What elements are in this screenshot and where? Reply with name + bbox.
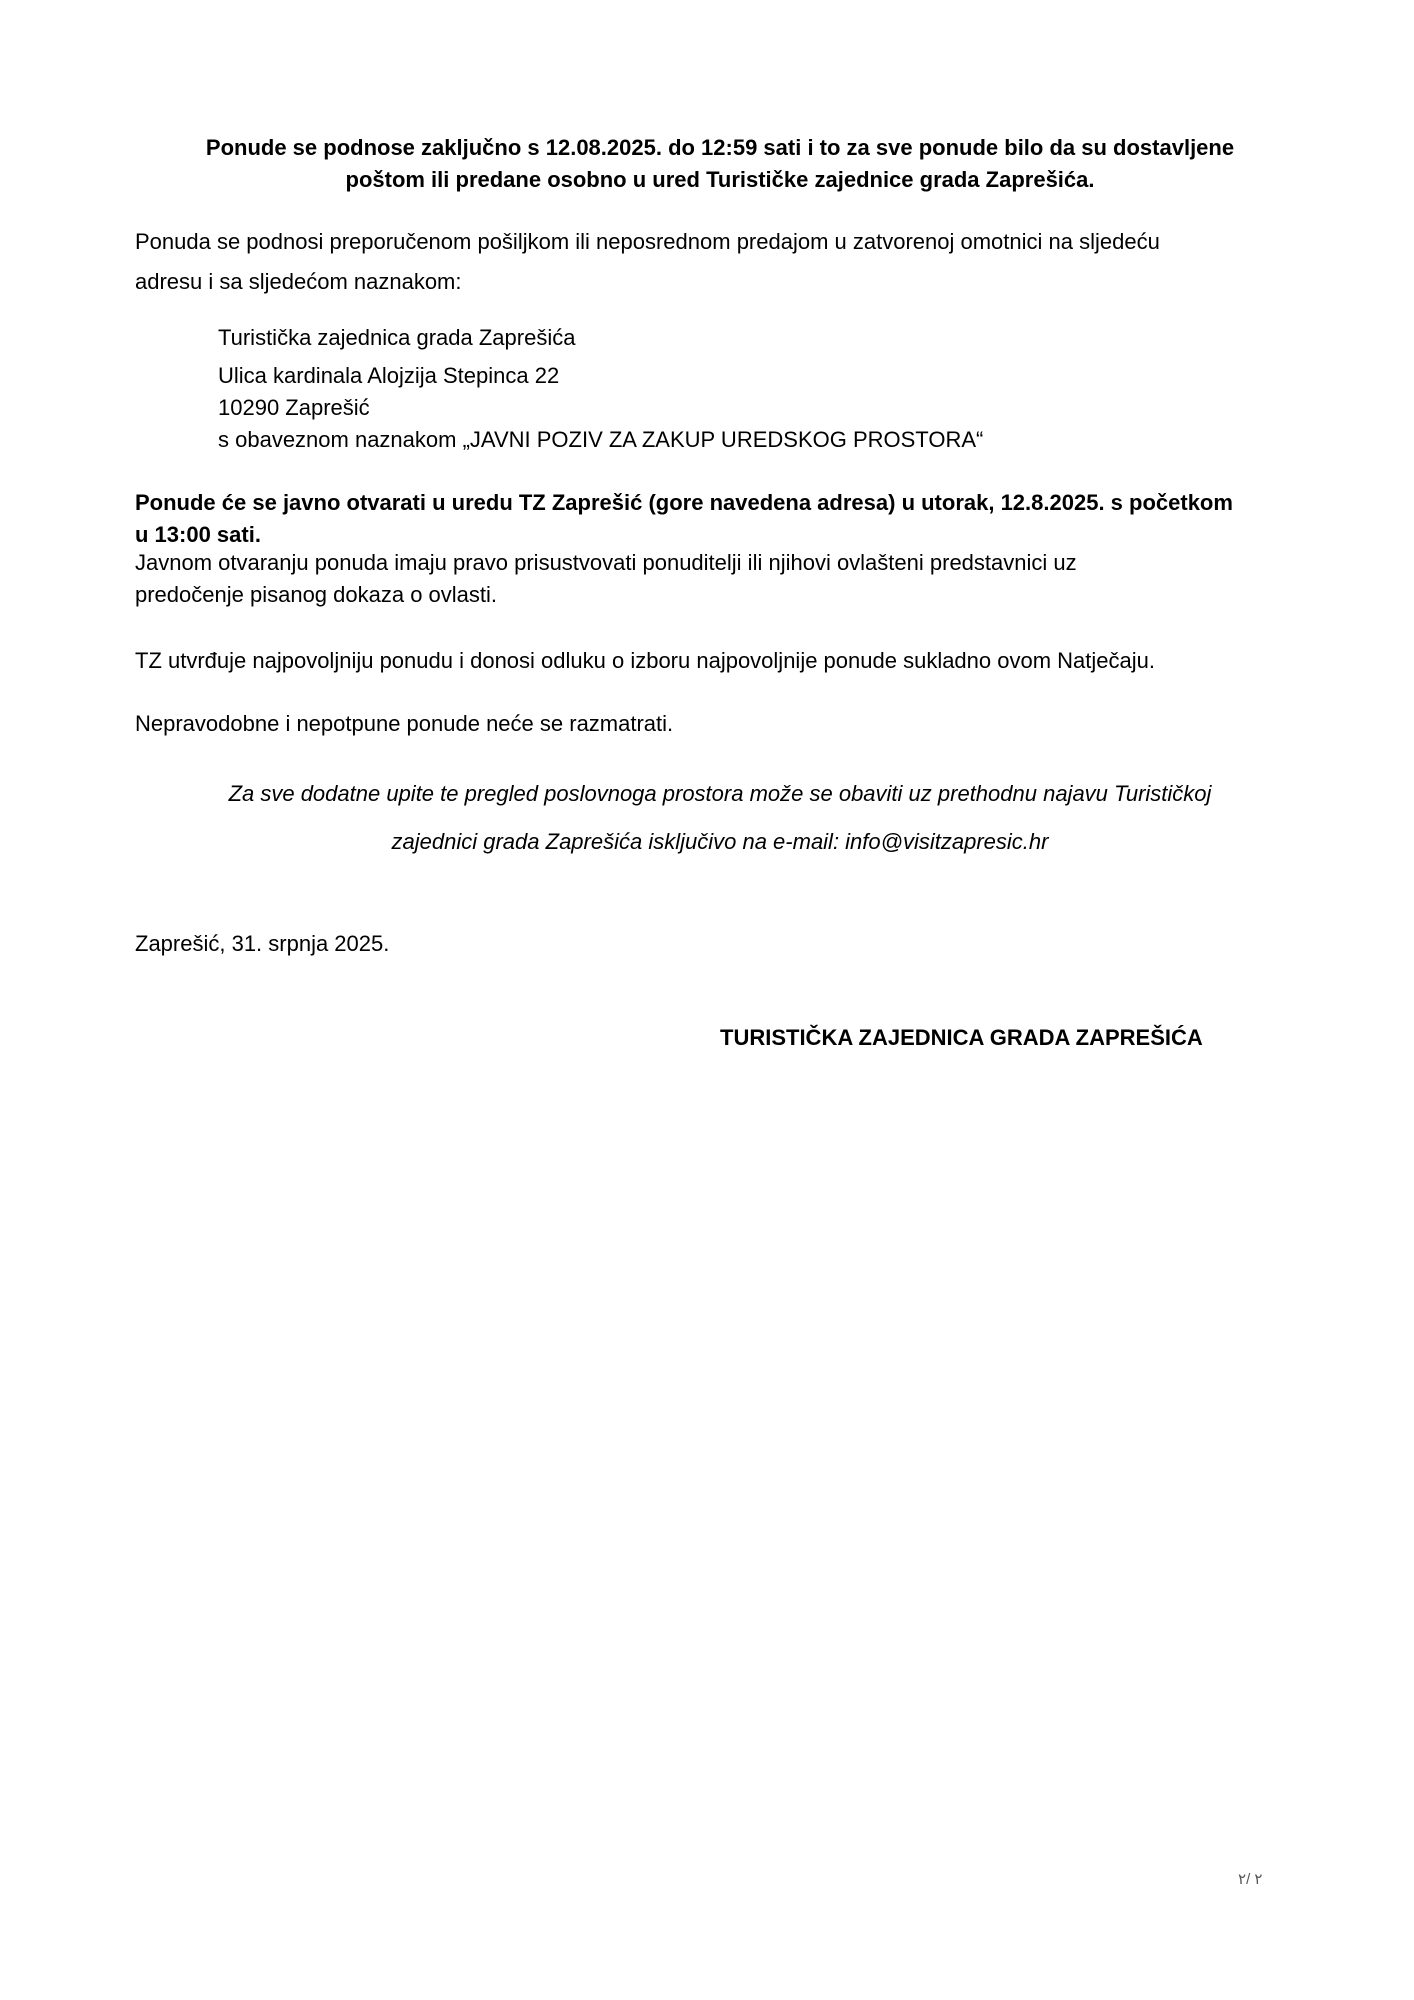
decision-paragraph: TZ utvrđuje najpovoljniju ponudu i donosi odluku o izboru najpovoljnije ponude sukladno ovom Natječaju. [135, 648, 1155, 673]
signature-organization: TURISTIČKA ZAJEDNICA GRADA ZAPREŠIĆA [720, 1025, 1203, 1050]
address-city: 10290 Zaprešić [218, 395, 370, 420]
address-label: s obaveznom naznakom „JAVNI POZIV ZA ZAKUP UREDSKOG PROSTORA“ [218, 427, 984, 452]
submission-deadline-heading [135, 132, 1305, 196]
note-line-1: Za sve dodatne upite te pregled poslovnoga prostora može se obaviti uz prethodnu najavu Turističkoj [228, 781, 1212, 806]
contact-note [135, 770, 1305, 866]
address-street: Ulica kardinala Alojzija Stepinca 22 [218, 363, 560, 388]
paragraph1-line-2: adresu i sa sljedećom naznakom: [135, 269, 462, 294]
address-organization: Turistička zajednica grada Zaprešića [218, 325, 576, 350]
heading-line-2: poštom ili predane osobno u ured Turističke zajednice grada Zaprešića. [345, 167, 1095, 192]
opening-bold-line-1: Ponude će se javno otvarati u uredu TZ Zaprešić (gore navedena adresa) u utorak, 12.8.2025. s početkom [135, 490, 1233, 515]
note-line-2: zajednici grada Zaprešića isključivo na e-mail: info@visitzapresic.hr [391, 829, 1049, 854]
submission-method-paragraph [135, 222, 1305, 302]
opening-bold-line-2: u 13:00 sati. [135, 522, 261, 547]
late-offers-paragraph: Nepravodobne i nepotpune ponude neće se razmatrati. [135, 711, 674, 736]
page-number: ٢ /٢ [1238, 1871, 1263, 1888]
opening-paragraph [135, 483, 1305, 611]
recipient-address [218, 322, 983, 456]
opening-line-3: Javnom otvaranju ponuda imaju pravo prisustvovati ponuditelji ili njihovi ovlašteni predstavnici uz [135, 550, 1077, 575]
paragraph1-line-1: Ponuda se podnosi preporučenom pošiljkom ili neposrednom predajom u zatvorenoj omotnici na sljedeću [135, 229, 1160, 254]
heading-line-1: Ponude se podnose zaključno s 12.08.2025. do 12:59 sati i to za sve ponude bilo da su dostavljene [205, 135, 1235, 160]
opening-line-4: predočenje pisanog dokaza o ovlasti. [135, 582, 498, 607]
place-and-date: Zaprešić, 31. srpnja 2025. [135, 931, 390, 956]
